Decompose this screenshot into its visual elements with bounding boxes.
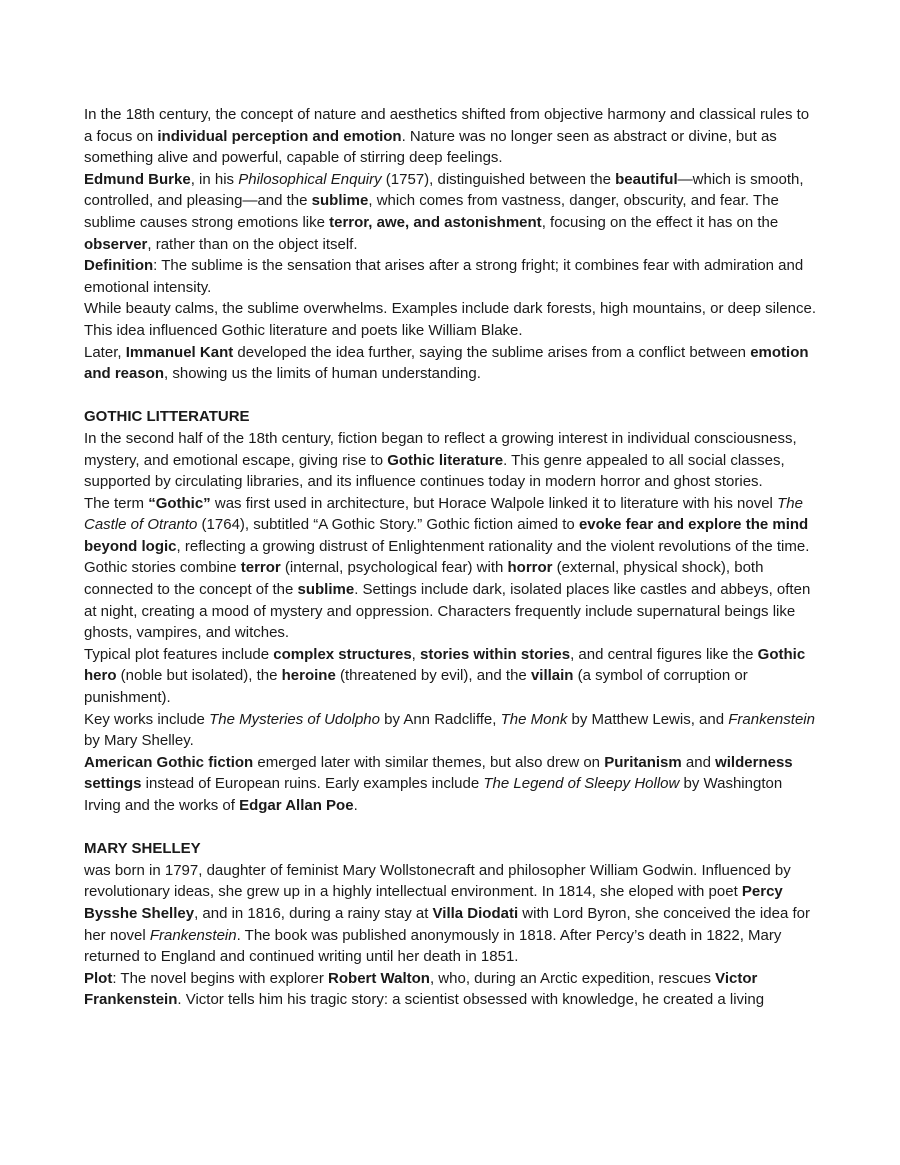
- bold-text: terror: [240, 559, 281, 577]
- bold-text: evoke fear and explore the mind beyond logic: [84, 516, 809, 555]
- bold-text: Plot: [84, 969, 113, 987]
- bold-text: Gothic literature: [387, 451, 504, 469]
- text-run: was first used in architecture, but Horace Walpole linked it to literature with his novel: [210, 494, 778, 512]
- document-page: [84, 104, 820, 1011]
- bold-text: individual perception and emotion: [157, 127, 402, 145]
- bold-text: Villa Diodati: [432, 904, 519, 922]
- text-run: developed the idea further, saying the sublime arises from a conflict between: [233, 343, 751, 361]
- text-run: , focusing on the effect it has on the: [541, 213, 779, 231]
- text-run: (1757), distinguished between the: [381, 170, 616, 188]
- text-run: ,: [411, 645, 421, 663]
- bold-text: Gothic hero: [84, 645, 806, 685]
- text-run: . Settings include dark, isolated places like castles and abbeys, often at night, creating a mood of mystery and oppression. Characters frequently include supernatural beings like ghosts, vampires, and witches.: [84, 581, 811, 642]
- shelley-paragraph-biography: [84, 860, 820, 968]
- text-run: , reflecting a growing distrust of Enlightenment rationality and the violent revolutions of the time.: [176, 537, 810, 555]
- text-run: (a symbol of corruption or punishment).: [84, 667, 748, 707]
- italic-text: The Legend of Sleepy Hollow: [483, 775, 680, 793]
- text-run: (1764), subtitled “A Gothic Story.” Gothic fiction aimed to: [197, 516, 579, 534]
- intro-paragraph-burke: [84, 169, 820, 255]
- text-run: . This genre appealed to all social classes, supported by circulating libraries, and its influence continues today in modern horror and ghost stories.: [84, 451, 785, 491]
- text-run: . Nature was no longer seen as abstract or divine, but as something alive and powerful, capable of stirring deep feelings.: [84, 127, 777, 167]
- italic-text: The Monk: [500, 710, 568, 728]
- text-run: , and in 1816, during a rainy stay at: [194, 904, 433, 922]
- text-run: was born in 1797, daughter of feminist Mary Wollstonecraft and philosopher William Godwin. Influenced by revolutionary ideas, she grew up in a highly intellectual environment. In 1814, she eloped with poet: [84, 861, 791, 901]
- bold-text: “Gothic”: [148, 494, 211, 512]
- bold-text: Victor Frankenstein: [84, 969, 758, 1009]
- text-run: (threatened by evil), and the: [335, 667, 531, 685]
- text-run: instead of European ruins. Early examples include: [141, 775, 484, 793]
- bold-text: emotion and reason: [84, 343, 809, 383]
- text-run: In the 18th century, the concept of nature and aesthetics shifted from objective harmony and classical rules to a focus on: [84, 106, 810, 145]
- bold-text: American Gothic fiction: [84, 753, 254, 771]
- shelley-paragraph-plot: [84, 968, 820, 1011]
- text-run: by Matthew Lewis, and: [567, 710, 729, 728]
- text-run: : The sublime is the sensation that arises after a strong fright; it combines fear with admiration and emotional intensity.: [84, 257, 804, 296]
- text-run: In the second half of the 18th century, fiction began to reflect a growing interest in individual consciousness, mystery, and emotional escape, giving rise to: [84, 429, 797, 469]
- text-run: , rather than on the object itself.: [147, 235, 358, 253]
- gothic-paragraph-term: [84, 493, 820, 558]
- bold-text: wilderness settings: [84, 753, 793, 793]
- text-run: , which comes from vastness, danger, obscurity, and fear. The sublime causes strong emotions like: [84, 192, 779, 231]
- bold-text: villain: [530, 667, 574, 685]
- text-run: : The novel begins with explorer: [112, 969, 329, 987]
- bold-text: terror, awe, and astonishment: [329, 213, 542, 231]
- bold-text: sublime: [297, 581, 355, 599]
- text-run: . Victor tells him his tragic story: a scientist obsessed with knowledge, he created a living: [177, 991, 765, 1009]
- text-run: emerged later with similar themes, but also drew on: [253, 753, 605, 771]
- bold-text: complex structures: [273, 645, 412, 663]
- text-run: , in his: [190, 170, 239, 188]
- bold-text: Puritanism: [604, 753, 682, 771]
- text-run: —which is smooth, controlled, and pleasing—and the: [84, 170, 804, 210]
- bold-text: heroine: [281, 667, 336, 685]
- section-heading-shelley: MARY SHELLEY: [84, 840, 201, 858]
- intro-paragraph-nature: [84, 104, 820, 169]
- italic-text: Frankenstein: [149, 926, 237, 944]
- bold-text: Immanuel Kant: [125, 343, 234, 361]
- gothic-paragraph-terror-horror: [84, 557, 820, 643]
- section-gap: [84, 817, 820, 839]
- text-run: by Ann Radcliffe,: [379, 710, 501, 728]
- gothic-paragraph-origins: [84, 428, 820, 493]
- text-run: (internal, psychological fear) with: [280, 559, 508, 577]
- bold-text: beautiful: [615, 170, 678, 188]
- text-run: . The book was published anonymously in 1818. After Percy’s death in 1822, Mary returned to England and continued writing until her death in 1851.: [84, 926, 782, 966]
- gothic-paragraph-american: [84, 752, 820, 817]
- section-heading-gothic: GOTHIC LITTERATURE: [84, 408, 250, 426]
- bold-text: Edgar Allan Poe: [239, 797, 354, 814]
- text-run: , who, during an Arctic expedition, rescues: [429, 969, 716, 987]
- intro-paragraph-beauty: [84, 298, 820, 341]
- bold-text: Robert Walton: [328, 969, 430, 987]
- text-run: Key works include: [84, 710, 210, 728]
- text-run: Typical plot features include: [84, 645, 274, 663]
- bold-text: horror: [507, 559, 553, 577]
- text-run: by Mary Shelley.: [84, 732, 194, 750]
- italic-text: The Mysteries of Udolpho: [209, 710, 380, 728]
- text-run: The term: [84, 494, 149, 512]
- italic-text: The Castle of Otranto: [84, 494, 803, 534]
- text-run: and: [681, 753, 716, 771]
- bold-text: Definition: [84, 257, 154, 275]
- gothic-paragraph-key-works: [84, 709, 820, 752]
- text-run: , and central figures like the: [570, 645, 758, 663]
- bold-text: sublime: [311, 192, 369, 210]
- gothic-paragraph-plot-features: [84, 644, 820, 709]
- italic-text: Philosophical Enquiry: [238, 170, 382, 188]
- text-run: Later,: [84, 343, 126, 361]
- text-run: .: [353, 797, 358, 814]
- bold-text: observer: [84, 235, 148, 253]
- text-run: Gothic stories combine: [84, 559, 241, 577]
- bold-text: stories within stories: [420, 645, 571, 663]
- text-run: While beauty calms, the sublime overwhelms. Examples include dark forests, high mountains, or deep silence. This idea influenced Gothic literature and poets like William Blake.: [84, 300, 817, 339]
- section-gap: [84, 385, 820, 407]
- text-run: (external, physical shock), both connected to the concept of the: [84, 559, 764, 599]
- text-run: (noble but isolated), the: [116, 667, 282, 685]
- bold-text: Percy Bysshe Shelley: [84, 883, 783, 922]
- text-run: by Washington Irving and the works of: [84, 775, 783, 814]
- text-run: , showing us the limits of human understanding.: [164, 365, 481, 383]
- italic-text: Frankenstein: [728, 710, 815, 728]
- bold-text: Edmund Burke: [84, 170, 191, 188]
- intro-paragraph-definition: [84, 255, 820, 298]
- intro-paragraph-kant: [84, 342, 820, 385]
- text-run: with Lord Byron, she conceived the idea for her novel: [84, 904, 810, 944]
